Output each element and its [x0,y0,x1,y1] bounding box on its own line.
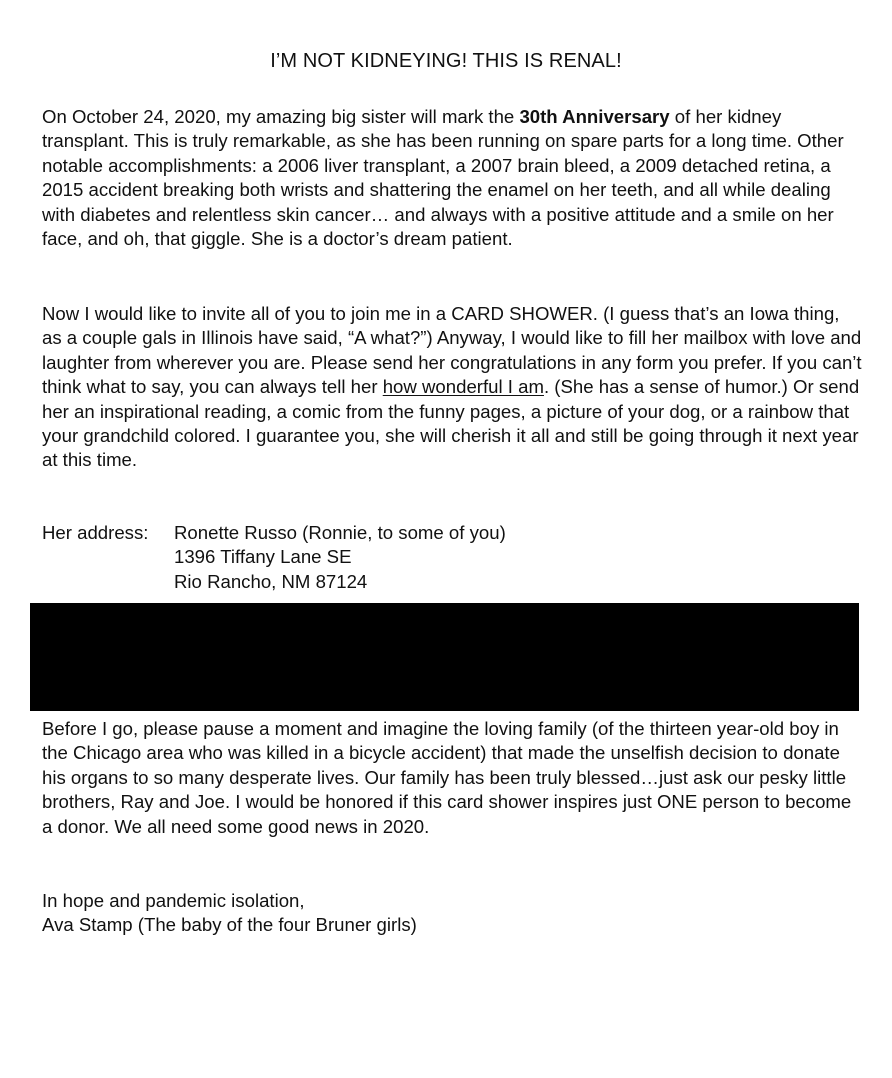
signature-line: Ava Stamp (The baby of the four Bruner girls) [42,914,417,936]
address-first-line [42,521,506,545]
paragraph-anniversary-text-b: of her kidney transplant. This is truly remarkable, as she has been running on spare parts for a long time. Other notable accomplishments: a 2006 liver transplant, a 2007 brain bleed, a 2009 detached retina, a 2015 accident breaking both wrists and shattering the enamel on her teeth, and all while dealing with diabetes and relentless skin cancer… and always with a positive attitude and a smile on her face, and oh, that giggle. She is a doctor’s dream patient. [42,106,844,250]
address-city: Rio Rancho, NM 87124 [174,570,368,592]
paragraph-card-shower-text-b: . (She has a sense of humor.) Or send her an inspirational reading, a comic from the funny pages, a picture of your dog, or a rainbow that your grandchild colored. I guarantee you, she will cherish it all and still be going through it next year at this time. [42,376,860,471]
paragraph-card-shower-text-a: Now I would like to invite all of you to join me in a CARD SHOWER. (I guess that’s an Iowa thing, as a couple gals in Illinois have said, “A what?”) Anyway, I would like to fill her mailbox with love and laughter from wherever you are. Please send her congratulations in any form you prefer. If you can’t think what to say, you can always tell her [42,303,862,398]
address-label: Her address: [42,522,149,543]
mailing-address [42,521,506,594]
letter-title: I’M NOT KIDNEYING! THIS IS RENAL! [270,50,622,72]
closing-line: In hope and pandemic isolation, [42,890,305,911]
anniversary-highlight: 30th Anniversary [519,106,670,127]
address-name: Ronette Russo (Ronnie, to some of you) [174,522,506,543]
paragraph-donor: Before I go, please pause a moment and imagine the loving family (of the thirteen year-old boy in the Chicago area who was killed in a bicycle accident) that made the unselfish decision to donate his organs to so many desperate lives. Our family has been truly blessed…just ask our pesky little brothers, Ray and Joe. I would be honored if this card shower inspires just ONE person to become a donor. We all need some good news in 2020. [42,718,852,837]
underlined-phrase: how wonderful I am [382,376,544,398]
paragraph-card-shower [42,302,864,473]
redaction-bar [30,603,859,711]
paragraph-anniversary [42,105,864,251]
address-street: 1396 Tiffany Lane SE [174,546,352,568]
sign-off [42,889,417,938]
paragraph-anniversary-text-a: On October 24, 2020, my amazing big sister will mark the [42,106,520,127]
